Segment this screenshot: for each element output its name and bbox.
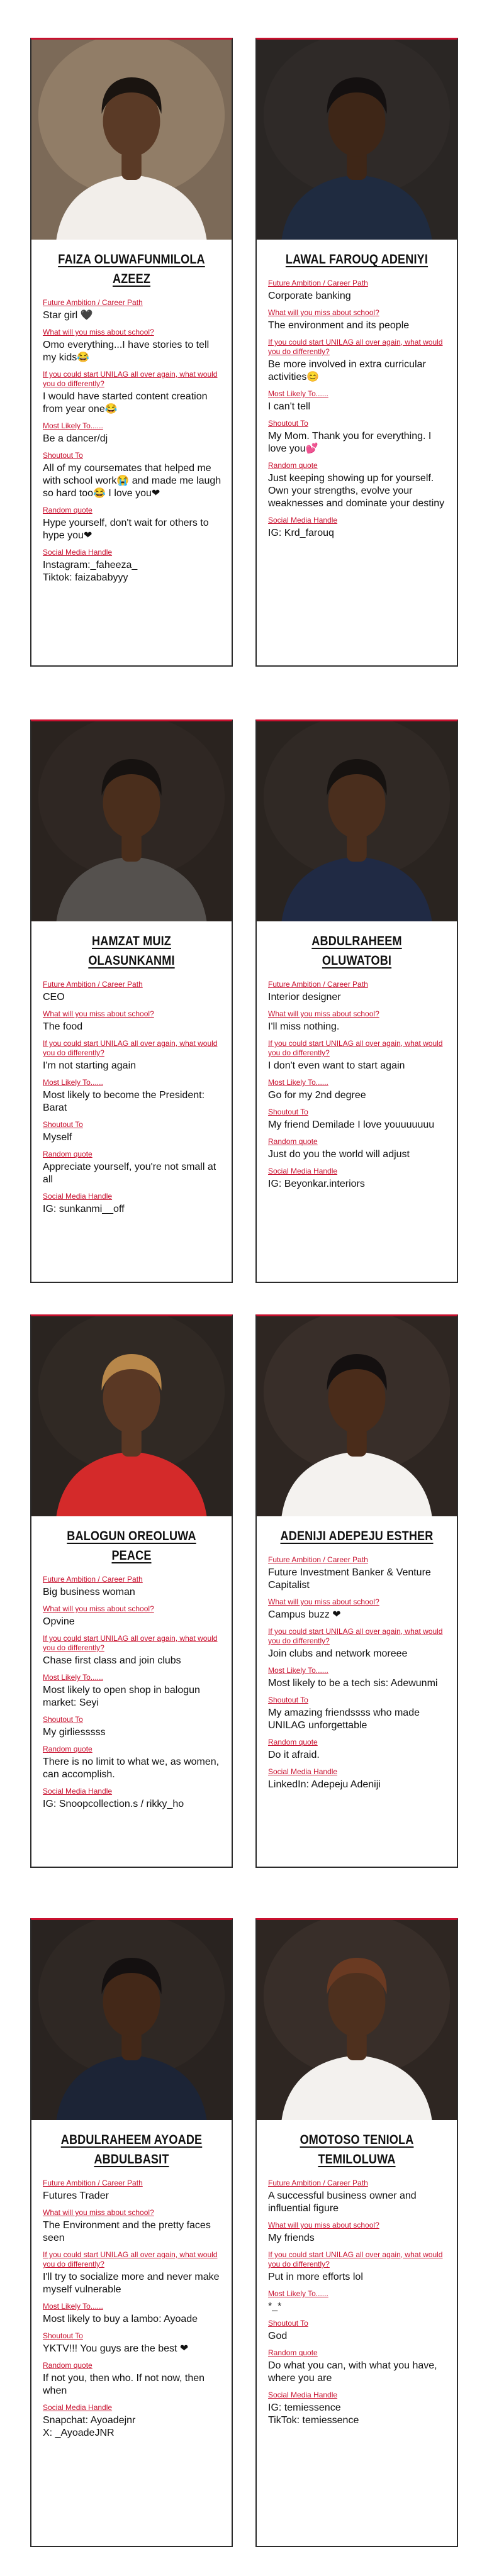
student-name: ADENIJI ADEPEJU ESTHER bbox=[280, 1529, 434, 1543]
field-label: Shoutout To bbox=[268, 2319, 308, 2328]
field-value: Big business woman bbox=[43, 1587, 135, 1597]
field-value: Instagram:_faheeza_ Tiktok: faizababyyy bbox=[43, 560, 138, 583]
field-likely bbox=[268, 2289, 448, 2313]
field-likely bbox=[43, 2302, 223, 2326]
profile-card bbox=[30, 1314, 233, 1868]
field-quote bbox=[268, 461, 448, 510]
field-value: Corporate banking bbox=[268, 291, 351, 301]
portrait-graphic bbox=[31, 1920, 232, 2120]
field-miss bbox=[268, 2221, 448, 2245]
field-likely bbox=[43, 1078, 223, 1114]
field-label: Random quote bbox=[43, 1150, 92, 1158]
field-label: Social Media Handle bbox=[43, 1192, 113, 1201]
field-quote bbox=[43, 1745, 223, 1781]
field-label: Social Media Handle bbox=[268, 1767, 338, 1776]
field-quote bbox=[43, 1150, 223, 1186]
field-value: Do what you can, with what you have, where you are bbox=[268, 2360, 437, 2384]
field-value: Myself bbox=[43, 1132, 72, 1143]
portrait-graphic bbox=[257, 721, 457, 921]
field-quote bbox=[43, 2361, 223, 2397]
field-value: My friends bbox=[268, 2233, 315, 2243]
field-quote bbox=[268, 2348, 448, 2385]
profile-card bbox=[255, 1314, 458, 1868]
field-label: Shoutout To bbox=[268, 1696, 308, 1704]
field-value: Star girl 🖤 bbox=[43, 310, 93, 321]
field-label: Most Likely To...... bbox=[268, 2289, 328, 2298]
profile-card bbox=[30, 1918, 233, 2547]
field-restart bbox=[268, 2250, 448, 2284]
field-restart bbox=[268, 338, 448, 384]
field-value: My amazing friendssss who made UNILAG unforgettable bbox=[268, 1707, 420, 1731]
field-social bbox=[43, 548, 223, 584]
portrait-graphic bbox=[257, 1920, 457, 2120]
field-label: If you could start UNILAG all over again, what would you do differently? bbox=[43, 1634, 218, 1652]
field-label: Future Ambition / Career Path bbox=[268, 1555, 368, 1564]
field-label: If you could start UNILAG all over again, what would you do differently? bbox=[43, 370, 218, 388]
field-value: Appreciate yourself, you're not small at all bbox=[43, 1162, 216, 1185]
profile-fields bbox=[257, 269, 457, 547]
field-label: What will you miss about school? bbox=[268, 1597, 379, 1606]
field-restart bbox=[268, 1627, 448, 1660]
field-label: Future Ambition / Career Path bbox=[43, 2179, 143, 2187]
field-label: Random quote bbox=[43, 506, 92, 514]
field-value: I'm not starting again bbox=[43, 1060, 137, 1071]
profile-photo bbox=[31, 1920, 232, 2120]
profile-fields bbox=[31, 970, 232, 1223]
field-value: *_* bbox=[268, 2301, 282, 2312]
field-value: My girliesssss bbox=[43, 1727, 106, 1738]
field-value: Put in more efforts lol bbox=[268, 2272, 363, 2282]
field-label: Social Media Handle bbox=[43, 1787, 113, 1796]
profile-fields bbox=[31, 1565, 232, 1818]
field-ambition bbox=[43, 298, 223, 322]
profile-fields bbox=[257, 970, 457, 1198]
field-likely bbox=[268, 389, 448, 413]
student-name: LAWAL FAROUQ ADENIYI bbox=[285, 252, 429, 267]
field-ambition bbox=[43, 1575, 223, 1599]
profile-fields bbox=[257, 2169, 457, 2434]
field-value: LinkedIn: Adepeju Adeniji bbox=[268, 1779, 381, 1790]
field-value: IG: temiessence TikTok: temiessence bbox=[268, 2402, 359, 2426]
field-label: If you could start UNILAG all over again, what would you do differently? bbox=[268, 2250, 443, 2268]
field-value: I'll miss nothing. bbox=[268, 1021, 340, 1032]
field-value: IG: sunkanmi__off bbox=[43, 1204, 125, 1214]
profile-fields bbox=[31, 289, 232, 592]
field-social bbox=[268, 1767, 448, 1791]
field-value: Future Investment Banker & Venture Capitalist bbox=[268, 1567, 431, 1591]
field-label: Future Ambition / Career Path bbox=[43, 980, 143, 989]
field-social bbox=[268, 2390, 448, 2427]
field-value: A successful business owner and influential figure bbox=[268, 2190, 417, 2214]
field-value: The Environment and the pretty faces seen bbox=[43, 2220, 211, 2243]
field-value: I would have started content creation from year one😂 bbox=[43, 391, 208, 414]
field-label: Most Likely To...... bbox=[268, 1078, 328, 1087]
field-social bbox=[43, 2403, 223, 2440]
profile-photo bbox=[257, 1920, 457, 2120]
field-value: Do it afraid. bbox=[268, 1750, 320, 1760]
field-ambition bbox=[268, 2179, 448, 2215]
field-label: Random quote bbox=[43, 2361, 92, 2370]
field-miss bbox=[268, 1009, 448, 1033]
field-miss bbox=[43, 328, 223, 364]
field-value: Most likely to open shop in balogun market: Seyi bbox=[43, 1685, 200, 1708]
field-miss bbox=[43, 1009, 223, 1033]
portrait-graphic bbox=[31, 40, 232, 240]
field-likely bbox=[268, 1666, 448, 1690]
field-label: Future Ambition / Career Path bbox=[268, 279, 368, 287]
field-value: Interior designer bbox=[268, 992, 341, 1002]
field-label: Most Likely To...... bbox=[268, 389, 328, 398]
field-label: Future Ambition / Career Path bbox=[268, 2179, 368, 2187]
field-value: Omo everything...I have stories to tell my kids😂 bbox=[43, 340, 210, 363]
field-restart bbox=[268, 1039, 448, 1072]
field-value: God bbox=[268, 2331, 288, 2341]
field-label: If you could start UNILAG all over again, what would you do differently? bbox=[43, 1039, 218, 1057]
field-value: My Mom. Thank you for everything. I love you💕 bbox=[268, 431, 432, 454]
field-label: Shoutout To bbox=[43, 2331, 83, 2340]
student-name: ABDULRAHEEM OLUWATOBI bbox=[311, 934, 402, 968]
field-label: Random quote bbox=[43, 1745, 92, 1753]
field-label: If you could start UNILAG all over again, what would you do differently? bbox=[268, 1039, 443, 1057]
field-label: What will you miss about school? bbox=[268, 2221, 379, 2229]
field-label: What will you miss about school? bbox=[268, 1009, 379, 1018]
field-ambition bbox=[268, 980, 448, 1004]
field-ambition bbox=[43, 2179, 223, 2202]
field-value: Most likely to become the President: Barat bbox=[43, 1090, 205, 1113]
portrait-graphic bbox=[31, 721, 232, 921]
profile-photo bbox=[257, 40, 457, 240]
field-label: Shoutout To bbox=[43, 451, 83, 460]
field-value: I'll try to socialize more and never make myself vulnerable bbox=[43, 2272, 220, 2295]
portrait-graphic bbox=[257, 1316, 457, 1516]
field-value: Join clubs and network moreee bbox=[268, 1648, 408, 1659]
field-value: The environment and its people bbox=[268, 320, 410, 331]
field-value: Chase first class and join clubs bbox=[43, 1655, 181, 1666]
student-name: BALOGUN OREOLUWA PEACE bbox=[67, 1529, 196, 1563]
field-label: Shoutout To bbox=[268, 1108, 308, 1116]
field-label: Social Media Handle bbox=[268, 1167, 338, 1175]
student-name: FAIZA OLUWAFUNMILOLA AZEEZ bbox=[58, 252, 205, 286]
field-label: Most Likely To...... bbox=[43, 1078, 103, 1087]
field-value: Be more involved in extra curricular activities😊 bbox=[268, 359, 426, 382]
field-value: All of my coursemates that helped me with school work😭 and made me laugh so hard too😂 I love you❤ bbox=[43, 463, 221, 499]
field-shoutout bbox=[268, 1696, 448, 1732]
field-shoutout bbox=[268, 2319, 448, 2343]
profile-fields bbox=[257, 1546, 457, 1799]
field-label: Most Likely To...... bbox=[268, 1666, 328, 1675]
profile-card bbox=[255, 719, 458, 1283]
field-quote bbox=[43, 506, 223, 542]
field-value: CEO bbox=[43, 992, 65, 1002]
field-miss bbox=[43, 2208, 223, 2245]
field-label: Future Ambition / Career Path bbox=[43, 298, 143, 307]
portrait-graphic bbox=[257, 40, 457, 240]
field-value: Snapchat: Ayoadejnr X: _AyoadeJNR bbox=[43, 2415, 136, 2438]
field-value: Campus buzz ❤ bbox=[268, 1609, 341, 1620]
field-restart bbox=[43, 2250, 223, 2296]
field-ambition bbox=[43, 980, 223, 1004]
field-value: Just keeping showing up for yourself. Own your strengths, evolve your weaknesses and dominate your destiny bbox=[268, 473, 445, 509]
student-name: OMOTOSO TENIOLA TEMILOLUWA bbox=[300, 2133, 414, 2167]
field-restart bbox=[43, 1634, 223, 1667]
field-label: If you could start UNILAG all over again, what would you do differently? bbox=[268, 338, 443, 356]
profile-card bbox=[255, 1918, 458, 2547]
field-quote bbox=[268, 1137, 448, 1161]
field-value: Hype yourself, don't wait for others to hype you❤ bbox=[43, 518, 209, 541]
field-label: Social Media Handle bbox=[268, 2390, 338, 2399]
field-value: IG: Beyonkar.interiors bbox=[268, 1179, 365, 1189]
field-label: Social Media Handle bbox=[43, 2403, 113, 2412]
field-restart bbox=[43, 370, 223, 416]
field-label: Random quote bbox=[268, 2348, 318, 2357]
field-label: If you could start UNILAG all over again, what would you do differently? bbox=[43, 2250, 218, 2268]
field-label: Random quote bbox=[268, 1137, 318, 1146]
field-quote bbox=[268, 1738, 448, 1762]
student-name: HAMZAT MUIZ OLASUNKANMI bbox=[88, 934, 175, 968]
field-label: What will you miss about school? bbox=[43, 2208, 154, 2217]
field-label: If you could start UNILAG all over again, what would you do differently? bbox=[268, 1627, 443, 1645]
field-miss bbox=[43, 1604, 223, 1628]
field-label: What will you miss about school? bbox=[43, 328, 154, 336]
field-likely bbox=[268, 1078, 448, 1102]
profile-fields bbox=[31, 2169, 232, 2447]
field-label: Social Media Handle bbox=[43, 548, 113, 557]
field-likely bbox=[43, 421, 223, 445]
field-label: Shoutout To bbox=[43, 1715, 83, 1724]
field-label: Random quote bbox=[268, 461, 318, 470]
profile-card bbox=[30, 719, 233, 1283]
field-value: Most likely to buy a lambo: Ayoade bbox=[43, 2314, 198, 2324]
field-likely bbox=[43, 1673, 223, 1709]
field-value: Go for my 2nd degree bbox=[268, 1090, 366, 1101]
field-value: Be a dancer/dj bbox=[43, 433, 108, 444]
field-label: Future Ambition / Career Path bbox=[43, 1575, 143, 1584]
profile-card bbox=[255, 38, 458, 667]
field-label: Future Ambition / Career Path bbox=[268, 980, 368, 989]
field-value: There is no limit to what we, as women, can accomplish. bbox=[43, 1757, 220, 1780]
student-name: ABDULRAHEEM AYOADE ABDULBASIT bbox=[60, 2133, 203, 2167]
field-label: Most Likely To...... bbox=[43, 1673, 103, 1682]
field-restart bbox=[43, 1039, 223, 1072]
field-label: What will you miss about school? bbox=[43, 1604, 154, 1613]
field-value: Opvine bbox=[43, 1616, 75, 1627]
field-miss bbox=[268, 1597, 448, 1621]
field-shoutout bbox=[43, 1715, 223, 1739]
portrait-graphic bbox=[31, 1316, 232, 1516]
field-label: Shoutout To bbox=[43, 1120, 83, 1129]
field-miss bbox=[268, 308, 448, 332]
field-value: My friend Demilade I love youuuuuuu bbox=[268, 1119, 435, 1130]
field-value: Futures Trader bbox=[43, 2190, 109, 2201]
field-value: The food bbox=[43, 1021, 83, 1032]
profile-photo bbox=[257, 721, 457, 921]
profile-card bbox=[30, 38, 233, 667]
field-shoutout bbox=[43, 2331, 223, 2355]
profile-photo bbox=[31, 1316, 232, 1516]
field-value: I can't tell bbox=[268, 401, 311, 412]
field-social bbox=[43, 1192, 223, 1216]
field-label: Shoutout To bbox=[268, 419, 308, 428]
field-label: Random quote bbox=[268, 1738, 318, 1746]
field-shoutout bbox=[268, 1108, 448, 1131]
field-value: YKTV!!! You guys are the best ❤ bbox=[43, 2343, 189, 2354]
field-label: Most Likely To...... bbox=[43, 2302, 103, 2311]
field-value: If not you, then who. If not now, then when bbox=[43, 2373, 205, 2396]
field-value: IG: Snoopcollection.s / rikky_ho bbox=[43, 1799, 184, 1809]
field-value: Most likely to be a tech sis: Adewunmi bbox=[268, 1678, 438, 1689]
field-ambition bbox=[268, 279, 448, 303]
field-value: I don't even want to start again bbox=[268, 1060, 405, 1071]
field-social bbox=[43, 1787, 223, 1811]
field-shoutout bbox=[43, 451, 223, 500]
field-social bbox=[268, 516, 448, 540]
field-shoutout bbox=[268, 419, 448, 455]
field-social bbox=[268, 1167, 448, 1191]
field-shoutout bbox=[43, 1120, 223, 1144]
profile-photo bbox=[31, 40, 232, 240]
field-label: Social Media Handle bbox=[268, 516, 338, 525]
field-label: What will you miss about school? bbox=[43, 1009, 154, 1018]
field-ambition bbox=[268, 1555, 448, 1592]
field-value: IG: Krd_farouq bbox=[268, 528, 334, 538]
field-label: What will you miss about school? bbox=[268, 308, 379, 317]
profile-photo bbox=[257, 1316, 457, 1516]
profile-photo bbox=[31, 721, 232, 921]
field-label: Most Likely To...... bbox=[43, 421, 103, 430]
field-value: Just do you the world will adjust bbox=[268, 1149, 410, 1160]
